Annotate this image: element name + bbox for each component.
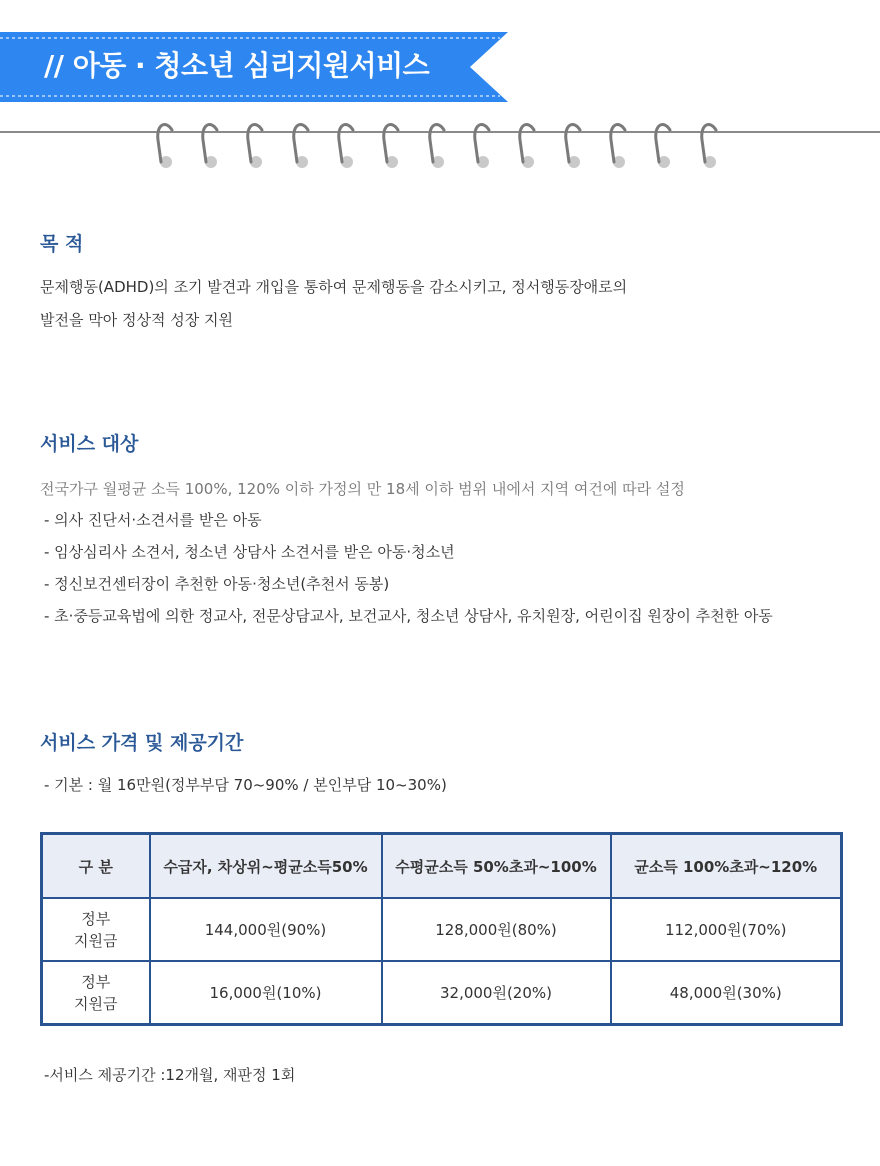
purpose-text-line-2: 발전을 막아 정상적 성장 지원	[40, 311, 233, 329]
target-item: - 정신보건센터장이 추천한 아동·청소년(추천서 동봉)	[44, 575, 390, 593]
table-cell: 128,000원(80%)	[382, 898, 611, 961]
price-table	[40, 832, 843, 1026]
table-cell: 32,000원(20%)	[382, 961, 611, 1025]
ring-icon	[331, 118, 361, 178]
page-title: // 아동 · 청소년 심리지원서비스	[44, 49, 430, 82]
price-basic: - 기본 : 월 16만원(정부부담 70~90% / 본인부담 10~30%)	[44, 776, 447, 794]
ring-icon	[376, 118, 406, 178]
title-banner	[0, 32, 508, 102]
column-header: 구 분	[42, 834, 150, 899]
purpose-heading: 목 적	[40, 233, 84, 255]
ring-icon	[422, 118, 452, 178]
ring-icon	[286, 118, 316, 178]
column-header: 수급자, 차상위~평균소득50%	[150, 834, 382, 899]
ring-icon	[648, 118, 678, 178]
target-intro: 전국가구 월평균 소득 100%, 120% 이하 가정의 만 18세 이하 범위 내에서 지역 여건에 따라 설정	[40, 480, 685, 498]
table-cell: 16,000원(10%)	[150, 961, 382, 1025]
target-item: - 의사 진단서·소견서를 받은 아동	[44, 511, 262, 529]
table-cell: 112,000원(70%)	[611, 898, 842, 961]
row-label	[42, 898, 150, 961]
row-label-line: 정부	[81, 972, 111, 991]
table-cell: 48,000원(30%)	[611, 961, 842, 1025]
table-row	[42, 961, 842, 1025]
ring-icon	[150, 118, 180, 178]
target-heading: 서비스 대상	[40, 433, 139, 455]
row-label-line: 정부	[81, 909, 111, 928]
target-item: - 임상심리사 소견서, 청소년 상담사 소견서를 받은 아동·청소년	[44, 543, 455, 561]
ring-icon	[694, 118, 724, 178]
row-label-line: 지원금	[74, 994, 118, 1013]
column-header: 수평균소득 50%초과~100%	[382, 834, 611, 899]
spiral-rings	[150, 118, 740, 178]
service-period: -서비스 제공기간 :12개월, 재판정 1회	[44, 1066, 296, 1084]
ring-icon	[240, 118, 270, 178]
row-label-line: 지원금	[74, 931, 118, 950]
target-item: - 초·중등교육법에 의한 정교사, 전문상담교사, 보건교사, 청소년 상담사, 유치원장, 어린이집 원장이 추천한 아동	[44, 607, 773, 625]
ring-icon	[467, 118, 497, 178]
column-header: 균소득 100%초과~120%	[611, 834, 842, 899]
ring-icon	[512, 118, 542, 178]
ring-icon	[195, 118, 225, 178]
ring-icon	[558, 118, 588, 178]
table-cell: 144,000원(90%)	[150, 898, 382, 961]
price-heading: 서비스 가격 및 제공기간	[40, 732, 244, 754]
table-row	[42, 898, 842, 961]
purpose-text-line-1: 문제행동(ADHD)의 조기 발견과 개입을 통하여 문제행동을 감소시키고, 정서행동장애로의	[40, 278, 628, 296]
ring-icon	[603, 118, 633, 178]
row-label	[42, 961, 150, 1025]
table-header-row	[42, 834, 842, 899]
